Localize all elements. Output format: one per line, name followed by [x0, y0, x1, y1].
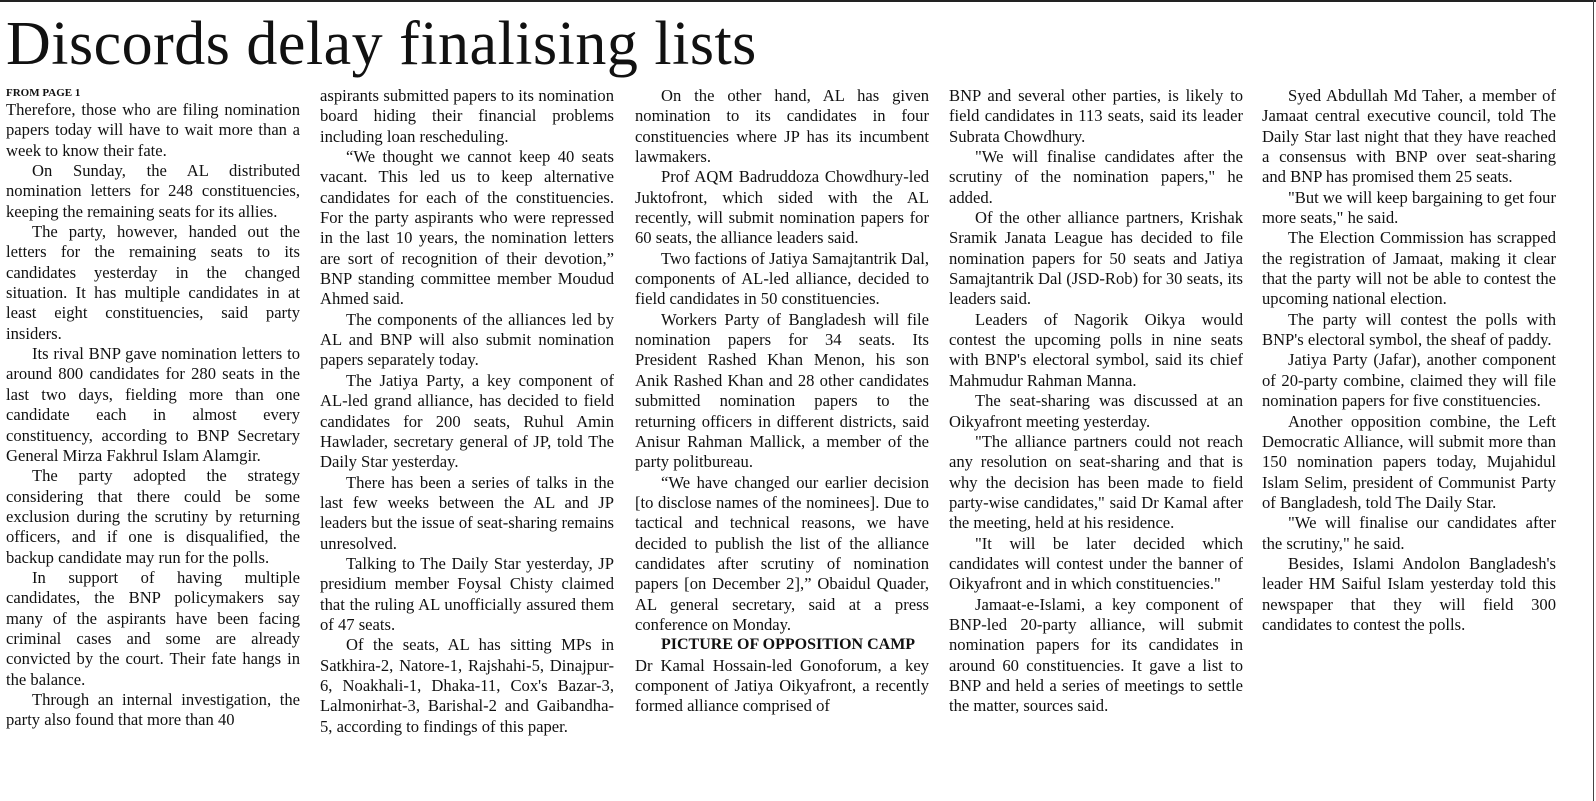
paragraph: Workers Party of Bangladesh will file nomination papers for 34 seats. Its President Rashed Khan Menon, his son Anik Rashed Khan and 28 other candidates submitted nomination papers to the returning officers in different districts, said Anisur Rahman Mallick, a member of the party politbureau. — [635, 309, 929, 472]
kicker-from-page-1: FROM PAGE 1 — [6, 87, 81, 99]
paragraph: Prof AQM Badruddoza Chowdhury-led Juktofront, which sided with the AL recently, will submit nomination papers for 60 seats, the alliance leaders said. — [635, 167, 929, 248]
right-rule — [1593, 0, 1594, 801]
article-column-1 — [6, 86, 300, 801]
paragraph: The party will contest the polls with BNP's electoral symbol, the sheaf of paddy. — [1262, 309, 1556, 350]
paragraph: The Jatiya Party, a key component of AL-led grand alliance, has decided to field candidates for 200 seats, Ruhul Amin Hawlader, secretary general of JP, told The Daily Star yesterday. — [320, 370, 614, 472]
paragraph: Jamaat-e-Islami, a key component of BNP-led 20-party alliance, will submit nomination papers for its candidates in around 60 constituencies. It gave a list to BNP and held a series of meetings to settle the matter, sources said. — [949, 594, 1243, 716]
paragraph: Besides, Islami Andolon Bangladesh's leader HM Saiful Islam yesterday told this newspaper that they will field 300 candidates to contest the polls. — [1262, 553, 1556, 634]
paragraph: “We have changed our earlier decision [to disclose names of the nominees]. Due to tactical and technical reasons, we have decided to publish the list of the alliance candidates after scrutiny of nomination papers [on December 2],” Obaidul Quader, AL general secretary, said at a press conference on Monday. — [635, 472, 929, 634]
headline: Discords delay finalising lists — [6, 10, 757, 78]
paragraph: On the other hand, AL has given nomination to its candidates in four constituencies where JP has its incumbent lawmakers. — [635, 86, 929, 167]
article-column-2 — [320, 86, 614, 801]
paragraph: "We will finalise candidates after the scrutiny of the nomination papers," he added. — [949, 147, 1243, 207]
paragraph: Leaders of Nagorik Oikya would contest the upcoming polls in nine seats with BNP's electoral symbol, said its chief Mahmudur Rahman Manna. — [949, 309, 1243, 390]
paragraph: "But we will keep bargaining to get four more seats," he said. — [1262, 187, 1556, 228]
subheading: PICTURE OF OPPOSITION CAMP — [661, 636, 916, 654]
paragraph: Of the other alliance partners, Krishak Sramik Janata League has decided to file nomination papers for 50 seats and Jatiya Samajtantrik Dal (JSD-Rob) for 30 seats, its leaders said. — [949, 208, 1243, 309]
article-column-4 — [949, 86, 1243, 801]
paragraph: On Sunday, the AL distributed nomination letters for 248 constituencies, keeping the remaining seats for its allies. — [6, 161, 300, 221]
paragraph: "The alliance partners could not reach any resolution on seat-sharing and that is why the decision has been made to field party-wise candidates," said Dr Kamal after the meeting, held at his residence. — [949, 431, 1243, 533]
paragraph: The components of the alliances led by AL and BNP will also submit nomination papers separately today. — [320, 309, 614, 370]
paragraph: There has been a series of talks in the last few weeks between the AL and JP leaders but the issue of seat-sharing remains unresolved. — [320, 472, 614, 553]
paragraph: Syed Abdullah Md Taher, a member of Jamaat central executive council, told The Daily Star last night that they have reached a consensus with BNP over seat-sharing and BNP has promised them 25 seats. — [1262, 86, 1556, 187]
paragraph: Two factions of Jatiya Samajtantrik Dal, components of AL-led alliance, decided to field candidates in 50 constituencies. — [635, 248, 929, 309]
paragraph: Another opposition combine, the Left Democratic Alliance, will submit more than 150 nomination papers today, Mujahidul Islam Selim, president of Communist Party of Bangladesh, told The Daily Star. — [1262, 411, 1556, 512]
top-rule — [0, 0, 1596, 2]
paragraph: Of the seats, AL has sitting MPs in Satkhira-2, Natore-1, Rajshahi-5, Dinajpur-6, Noakhali-1, Dhaka-11, Cox's Bazar-3, Lalmonirhat-3, Barishal-2 and Gaibandha-5, according to findings of this paper. — [320, 635, 614, 736]
paragraph: The Election Commission has scrapped the registration of Jamaat, making it clear that the party will not be able to contest the upcoming national election. — [1262, 228, 1556, 309]
paragraph: Through an internal investigation, the party also found that more than 40 — [6, 689, 300, 730]
paragraph: “We thought we cannot keep 40 seats vacant. This led us to keep alternative candidates for each of the constituencies. For the party aspirants who were repressed in the last 10 years, the nomination letters are sort of recognition of their devotion,” BNP standing committee member Moudud Ahmed said. — [320, 147, 614, 309]
paragraph: Therefore, those who are filing nomination papers today will have to wait more than a week to know their fate. — [6, 100, 300, 160]
paragraph: BNP and several other parties, is likely to field candidates in 113 seats, said its leader Subrata Chowdhury. — [949, 86, 1243, 146]
paragraph: Dr Kamal Hossain-led Gonoforum, a key component of Jatiya Oikyafront, a recently formed alliance comprised of — [635, 655, 929, 716]
paragraph: The party, however, handed out the letters for the remaining seats to its candidates yesterday in the changed situation. It has multiple candidates in at least eight constituencies, said party insiders. — [6, 222, 300, 343]
paragraph: aspirants submitted papers to its nomination board hiding their financial problems including loan rescheduling. — [320, 86, 614, 146]
paragraph: In support of having multiple candidates, the BNP policymakers say many of the aspirants have been facing criminal cases and some are already convicted by the court. Their fate hangs in the balance. — [6, 567, 300, 689]
paragraph: Talking to The Daily Star yesterday, JP presidium member Foysal Chisty claimed that the ruling AL unofficially assured them of 47 seats. — [320, 553, 614, 634]
paragraph: Jatiya Party (Jafar), another component of 20-party combine, claimed they will file nomination papers for five constituencies. — [1262, 350, 1556, 411]
paragraph: "It will be later decided which candidates will contest under the banner of Oikyafront and in which constituencies." — [949, 533, 1243, 594]
article-column-5 — [1262, 86, 1556, 801]
paragraph: The seat-sharing was discussed at an Oikyafront meeting yesterday. — [949, 391, 1243, 431]
paragraph: "We will finalise our candidates after the scrutiny," he said. — [1262, 513, 1556, 553]
paragraph: The party adopted the strategy considering that there could be some exclusion during the scrutiny by returning officers, and if one is disqualified, the backup candidate may run for the polls. — [6, 466, 300, 567]
article-column-3 — [635, 86, 929, 801]
paragraph: Its rival BNP gave nomination letters to around 800 candidates for 280 seats in the last two days, fielding more than one candidate each in almost every constituency, according to BNP Secretary General Mirza Fakhrul Islam Alamgir. — [6, 344, 300, 465]
